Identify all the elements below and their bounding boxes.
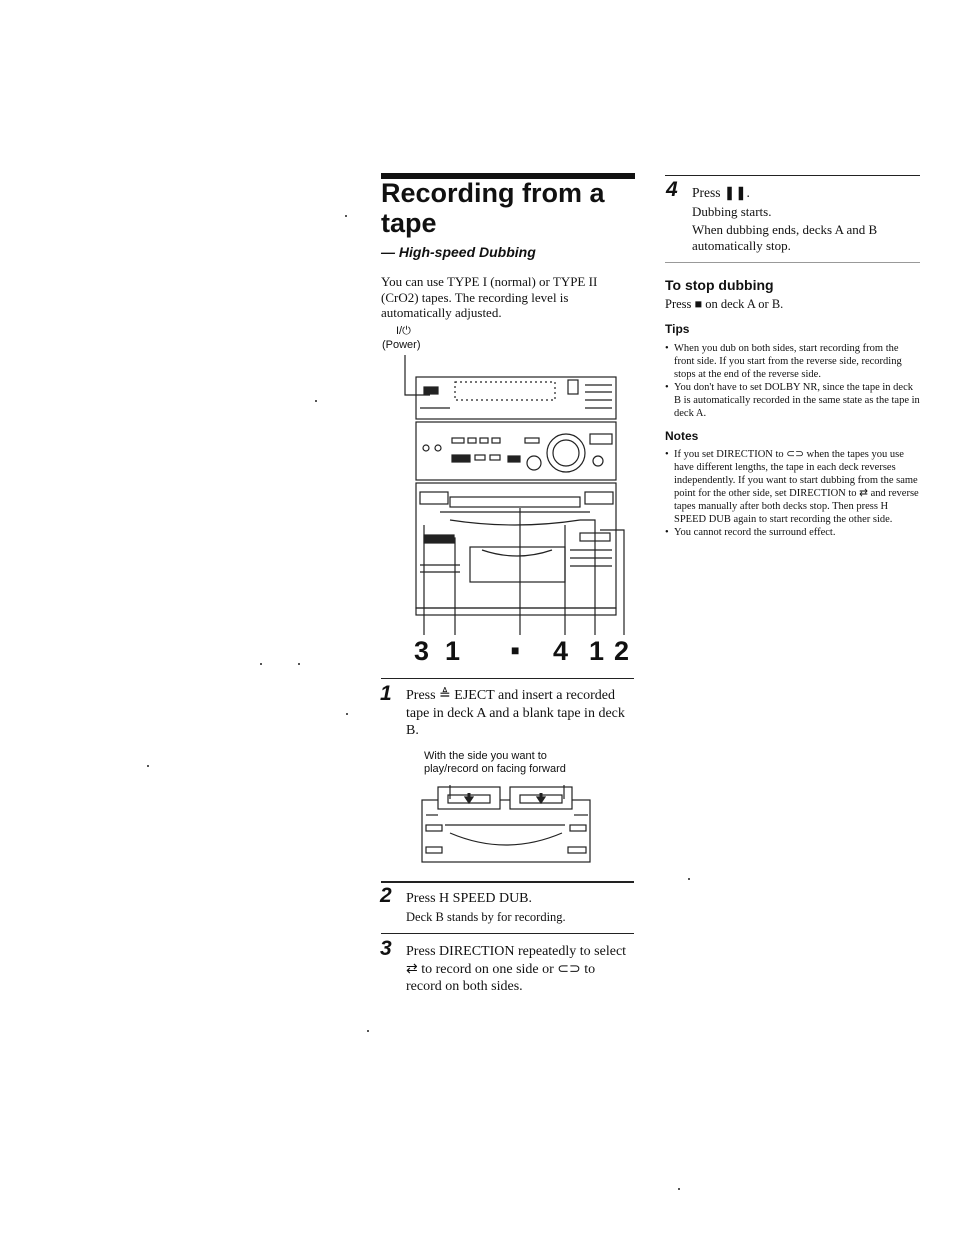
step-2-text: Press H SPEED DUB. bbox=[406, 891, 533, 906]
notes-heading: Notes bbox=[665, 429, 699, 443]
step4-rule bbox=[665, 175, 920, 176]
scan-speck bbox=[367, 1030, 369, 1032]
scan-speck bbox=[688, 878, 690, 880]
intro-text: You can use TYPE I (normal) or TYPE II (CrO2) tapes. The recording level is automatically adjusted. bbox=[381, 274, 598, 320]
note-item: • If you set DIRECTION to ⊂⊃ when the tapes you use have different lengths, the tape in each deck reverses independently. If you want to start dubbing from the same point for the other side, set DIRECTION to ⇄ and reverse tapes manually after both decks stop. Then press H SPEED DUB again to start recording the other side. bbox=[665, 448, 920, 526]
scan-speck bbox=[315, 400, 317, 402]
scan-speck bbox=[346, 713, 348, 715]
stereo-system-illustration bbox=[400, 350, 635, 635]
stop-text: Press ■ on deck A or B. bbox=[665, 297, 784, 311]
step1-rule bbox=[381, 678, 634, 679]
step4-bottom-rule bbox=[665, 262, 920, 263]
cassette-insert-illustration bbox=[420, 785, 592, 865]
cassette-deck-unit bbox=[416, 483, 616, 608]
step-4-detail-2: When dubbing ends, decks A and B automatically stop. bbox=[692, 222, 878, 253]
stop-heading: To stop dubbing bbox=[665, 277, 774, 293]
step-2-number: 2 bbox=[380, 884, 392, 907]
step-2-detail: Deck B stands by for recording. bbox=[406, 910, 566, 924]
step-1-note: With the side you want to play/record on facing forward bbox=[424, 750, 566, 775]
step2-rule bbox=[381, 881, 634, 883]
power-label: (Power) bbox=[382, 339, 421, 351]
callout-number-2: 2 bbox=[614, 636, 630, 666]
power-symbol: I/⏻ bbox=[396, 325, 411, 337]
page-title: Recording from a tape bbox=[381, 178, 605, 238]
scan-speck bbox=[298, 663, 300, 665]
step3-rule bbox=[381, 933, 634, 934]
tip-item: • You don't have to set DOLBY NR, since the tape in deck B is automatically recorded in the same state as the tape in deck A. bbox=[665, 381, 920, 420]
step-4-detail-1: Dubbing starts. bbox=[692, 204, 772, 219]
note-item: • You cannot record the surround effect. bbox=[665, 526, 920, 539]
step-3-number: 3 bbox=[380, 937, 392, 960]
scan-speck bbox=[678, 1188, 680, 1190]
tips-heading: Tips bbox=[665, 322, 690, 336]
page-subtitle: — High-speed Dubbing bbox=[381, 244, 536, 260]
scan-speck bbox=[345, 215, 347, 217]
callout-number-3: 3 bbox=[414, 636, 430, 666]
callout-stop-symbol: ■ bbox=[511, 642, 520, 658]
step-3-text: Press DIRECTION repeatedly to select ⇄ to record on one side or ⊂⊃ to record on both sides. bbox=[406, 944, 627, 994]
tip-item: • When you dub on both sides, start recording from the front side. If you start from the reverse side, recording stops at the end of the reverse side. bbox=[665, 342, 920, 381]
step-4-text: Press ❚❚. bbox=[692, 185, 750, 200]
callout-number-4: 4 bbox=[553, 636, 569, 666]
scan-speck bbox=[147, 765, 149, 767]
notes-list bbox=[665, 448, 920, 539]
step-1-text: Press ≜ EJECT and insert a recorded tape in deck A and a blank tape in deck B. bbox=[406, 688, 625, 738]
power-label-group bbox=[382, 324, 421, 352]
callout-number-1b: 1 bbox=[589, 636, 605, 666]
step-1-number: 1 bbox=[380, 682, 392, 705]
tuner-unit bbox=[416, 377, 616, 419]
callout-number-1: 1 bbox=[445, 636, 461, 666]
step-4-number: 4 bbox=[666, 178, 678, 201]
tips-list bbox=[665, 342, 920, 420]
amplifier-unit bbox=[416, 422, 616, 480]
scan-speck bbox=[260, 663, 262, 665]
